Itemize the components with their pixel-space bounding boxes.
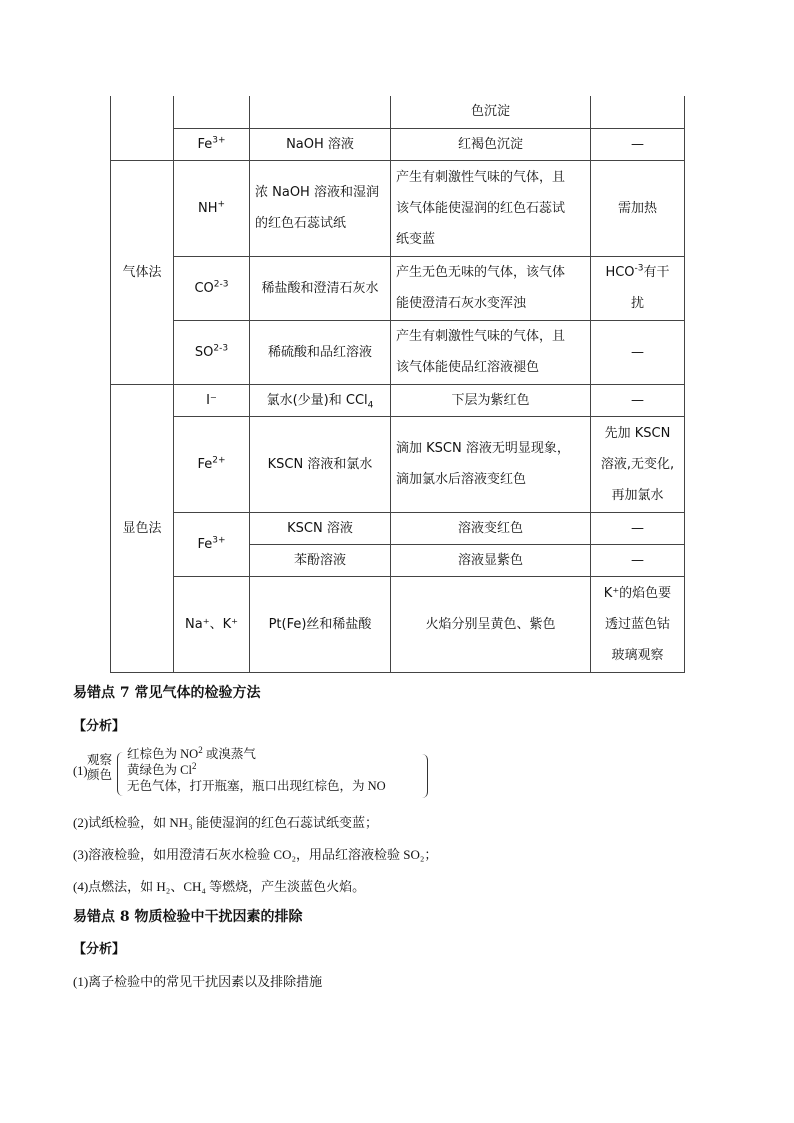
note-cell [591,96,685,128]
phenomenon-cell: 溶液显紫色 [391,544,591,576]
phenomenon-cell: 产生有刺激性气味的气体，且 该气体能使湿润的红色石蕊试 纸变蓝 [391,160,591,256]
section8-analysis-label: 【分析】 [73,942,126,957]
note-cell: 先加 KSCN 溶液,无变化, 再加氯水 [591,416,685,512]
reagent-cell: KSCN 溶液和氯水 [250,416,391,512]
ion-cell: $Fe^{3+}$ [174,512,250,576]
method-gas: 气体法 [111,160,174,384]
obs-number: (1) [73,764,88,778]
method-cell-continued [111,96,174,128]
obs-label: 观察 颜色 [87,753,113,782]
phenomenon-cell: 下层为紫红色 [391,384,591,416]
reagent-cell: 稀硫酸和品红溶液 [250,320,391,384]
reagent-cell: 氯水(少量)和 CCl$_4$ [250,384,391,416]
reagent-cell: NaOH 溶液 [250,128,391,160]
section7-title: 易错点 7 常见气体的检验方法 [73,685,261,701]
reagent-cell: 苯酚溶液 [250,544,391,576]
section8-title: 易错点 8 物质检验中干扰因素的排除 [73,909,303,925]
note-cell: — [591,384,685,416]
section7-analysis-label: 【分析】 [73,719,126,734]
ion-cell: NH+ [174,160,250,256]
method-cell-continued [111,128,174,160]
ion-cell: I⁻ [174,384,250,416]
right-brace [421,754,428,798]
ion-cell: SO$^{2-3}$ [174,320,250,384]
note-cell: K⁺的焰色要 透过蓝色钴 玻璃观察 [591,576,685,672]
phenomenon-cell: 溶液变红色 [391,512,591,544]
reagent-cell: 稀盐酸和澄清石灰水 [250,256,391,320]
ion-cell: $Fe^{2+}$ [174,416,250,512]
note-cell: — [591,544,685,576]
obs-items: 红棕色为 $NO^2$ 或溴蒸气 黄绿色为 Cl$^2$ 无色气体，打开瓶塞，瓶口出现红棕色，为 NO [127,744,386,793]
ion-cell [174,96,250,128]
note-cell: $HCO^{-3}$有干 扰 [591,256,685,320]
reagent-cell: KSCN 溶液 [250,512,391,544]
note-cell: 需加热 [591,160,685,256]
reagent-cell: Pt(Fe)丝和稀盐酸 [250,576,391,672]
phenomenon-cell: 产生无色无味的气体，该气体 能使澄清石灰水变浑浊 [391,256,591,320]
ion-cell: $Fe^{3+}$ [174,128,250,160]
reagent-cell [250,96,391,128]
phenomenon-cell: 产生有刺激性气味的气体，且 该气体能使品红溶液褪色 [391,320,591,384]
ion-cell: Na⁺、K⁺ [174,576,250,672]
left-brace [117,752,126,796]
ion-test-table [110,96,685,673]
note-cell: — [591,512,685,544]
phenomenon-cell: 色沉淀 [391,96,591,128]
note-cell: — [591,128,685,160]
phenomenon-cell: 火焰分别呈黄色、紫色 [391,576,591,672]
phenomenon-cell: 红褐色沉淀 [391,128,591,160]
section8-line1: (1)离子检验中的常见干扰因素以及排除措施 [73,974,323,989]
phenomenon-cell: 滴加 KSCN 溶液无明显现象， 滴加氯水后溶液变红色 [391,416,591,512]
section7-line4: (4)点燃法，如 H₂、CH₄ 等燃烧，产生淡蓝色火焰。 [73,879,366,894]
ion-cell: CO$^{2-3}$ [174,256,250,320]
reagent-cell: 浓 NaOH 溶液和湿润 的红色石蕊试纸 [250,160,391,256]
note-cell: — [591,320,685,384]
section7-line3: (3)溶液检验，如用澄清石灰水检验 CO₂，用品红溶液检验 SO₂； [73,847,438,862]
method-color: 显色法 [111,384,174,672]
section7-line2: (2)试纸检验，如 NH₃ 能使湿润的红色石蕊试纸变蓝； [73,815,378,830]
